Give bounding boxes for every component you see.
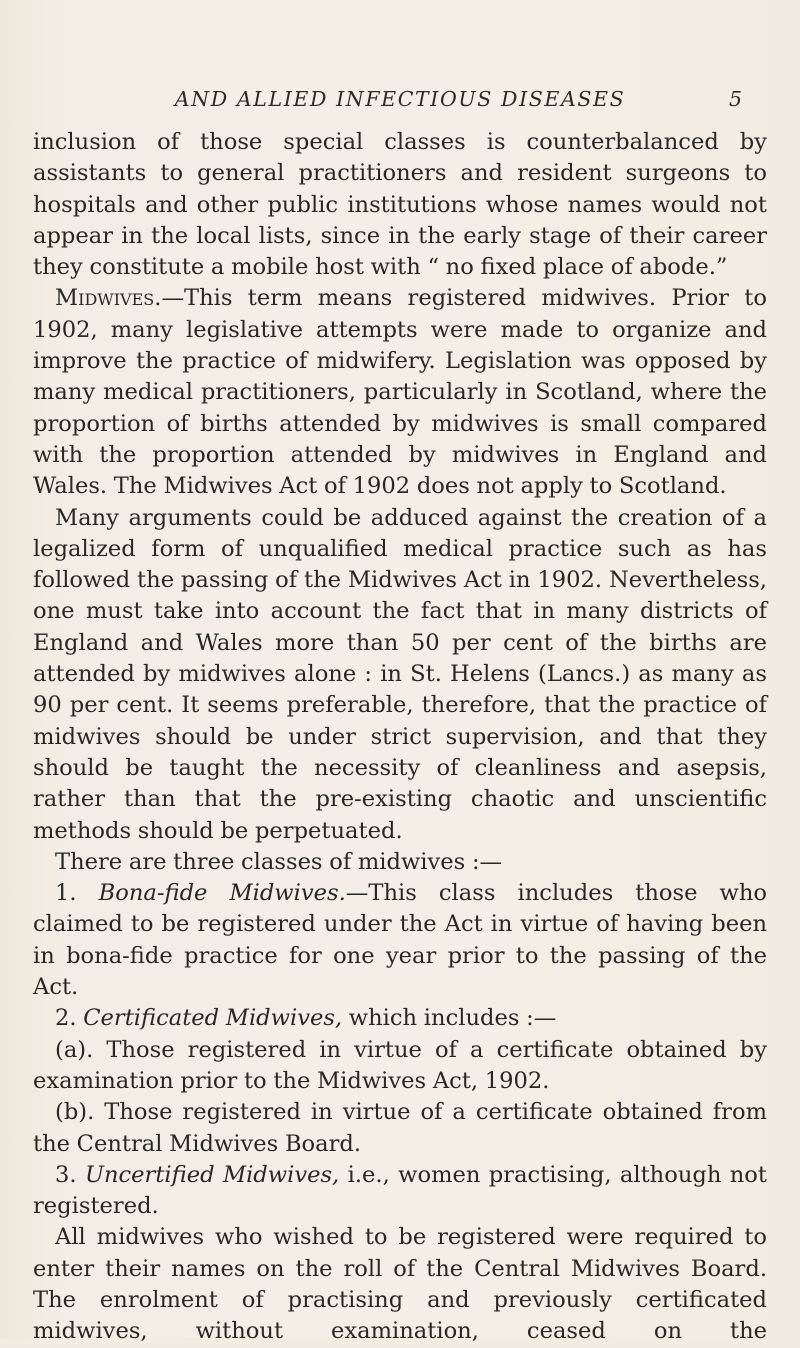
paragraph-arguments: Many arguments could be adduced against the creation of a legalized form of unqualified medical practice such as has followed the passing of the Midwives Act in 1902. Nevertheless, one must take into account the fact that in many districts of England and Wales more than 50 per cent of the births are attended by midwives alone : in St. Helens (Lancs.) as many as 90 per cent. It seems preferable, therefore, that the practice of midwives should be under strict supervision, and that they should be taught the necessity of cleanliness and asepsis, rather than that the pre-existing chaotic and unscientific methods should be perpetuated.: [33, 504, 767, 844]
sub-item-b: [33, 1097, 767, 1160]
list-item-title: Certificated Midwives,: [83, 1005, 343, 1032]
paragraph-continuation: inclusion of those special classes is counterbalanced by assistants to general practitioners and resident surgeons to hospitals and other public institutions whose names would not appear in the local lists, since in the early stage of their career they constitute a mobile host with “ no fixed place of abode.”: [33, 129, 767, 281]
list-item-number: 2.: [55, 1005, 84, 1032]
page-header: [0, 84, 800, 114]
paragraph-enrolment: All midwives who wished to be registered were required to enter their names on the roll of the Central Midwives Board. The enrolment of practising and previously certificated midwives, without examination, ceased on the: [33, 1224, 767, 1345]
list-item-number: 1.: [55, 880, 99, 907]
page-number: 5: [728, 87, 742, 111]
list-item-number: 3.: [55, 1161, 85, 1188]
paragraph-text: —This term means registered midwives. Prior to 1902, many legislative attempts were made to organize and improve the practice of midwifery. Legislation was opposed by many medical practitioners, particularly in Scotland, where the proportion of births attended by midwives is small compared with the proportion attended by midwives in England and Wales. The Midwives Act of 1902 does not apply to Scotland.: [33, 285, 767, 500]
list-item-bona-fide: [33, 878, 767, 1003]
list-item-title: Bona-fide Midwives.: [98, 880, 346, 907]
sub-item-text: . Those registered in virtue of a certificate obtained by examination prior to the Midwives Act, 1902.: [33, 1036, 767, 1094]
list-item-text: which includes :—: [342, 1005, 557, 1032]
list-item-title: Uncertified Midwives,: [84, 1161, 340, 1188]
section-run-in-heading: Midwives.: [55, 285, 162, 312]
list-item-text: —This class includes those who claimed to be registered under the Act in virtue of having been in bona-fide practice for one year prior to the passing of the Act.: [33, 880, 768, 1001]
sub-item-label: (b): [55, 1099, 88, 1126]
sub-item-text: . Those registered in virtue of a certificate obtained from the Central Midwives Board.: [33, 1099, 767, 1157]
sub-item-label: (a): [55, 1036, 87, 1063]
running-title: AND ALLIED INFECTIOUS DISEASES: [174, 87, 626, 111]
body-text: [33, 127, 767, 1348]
list-item-uncertified: [33, 1160, 767, 1223]
list-item-text: i.e., women practising, although not registered.: [33, 1161, 767, 1220]
sub-item-a: [33, 1035, 767, 1098]
paragraph-midwives-definition: [33, 283, 767, 502]
list-item-certificated: [33, 1003, 767, 1034]
paragraph-classes-intro: There are three classes of midwives :—: [55, 848, 503, 875]
